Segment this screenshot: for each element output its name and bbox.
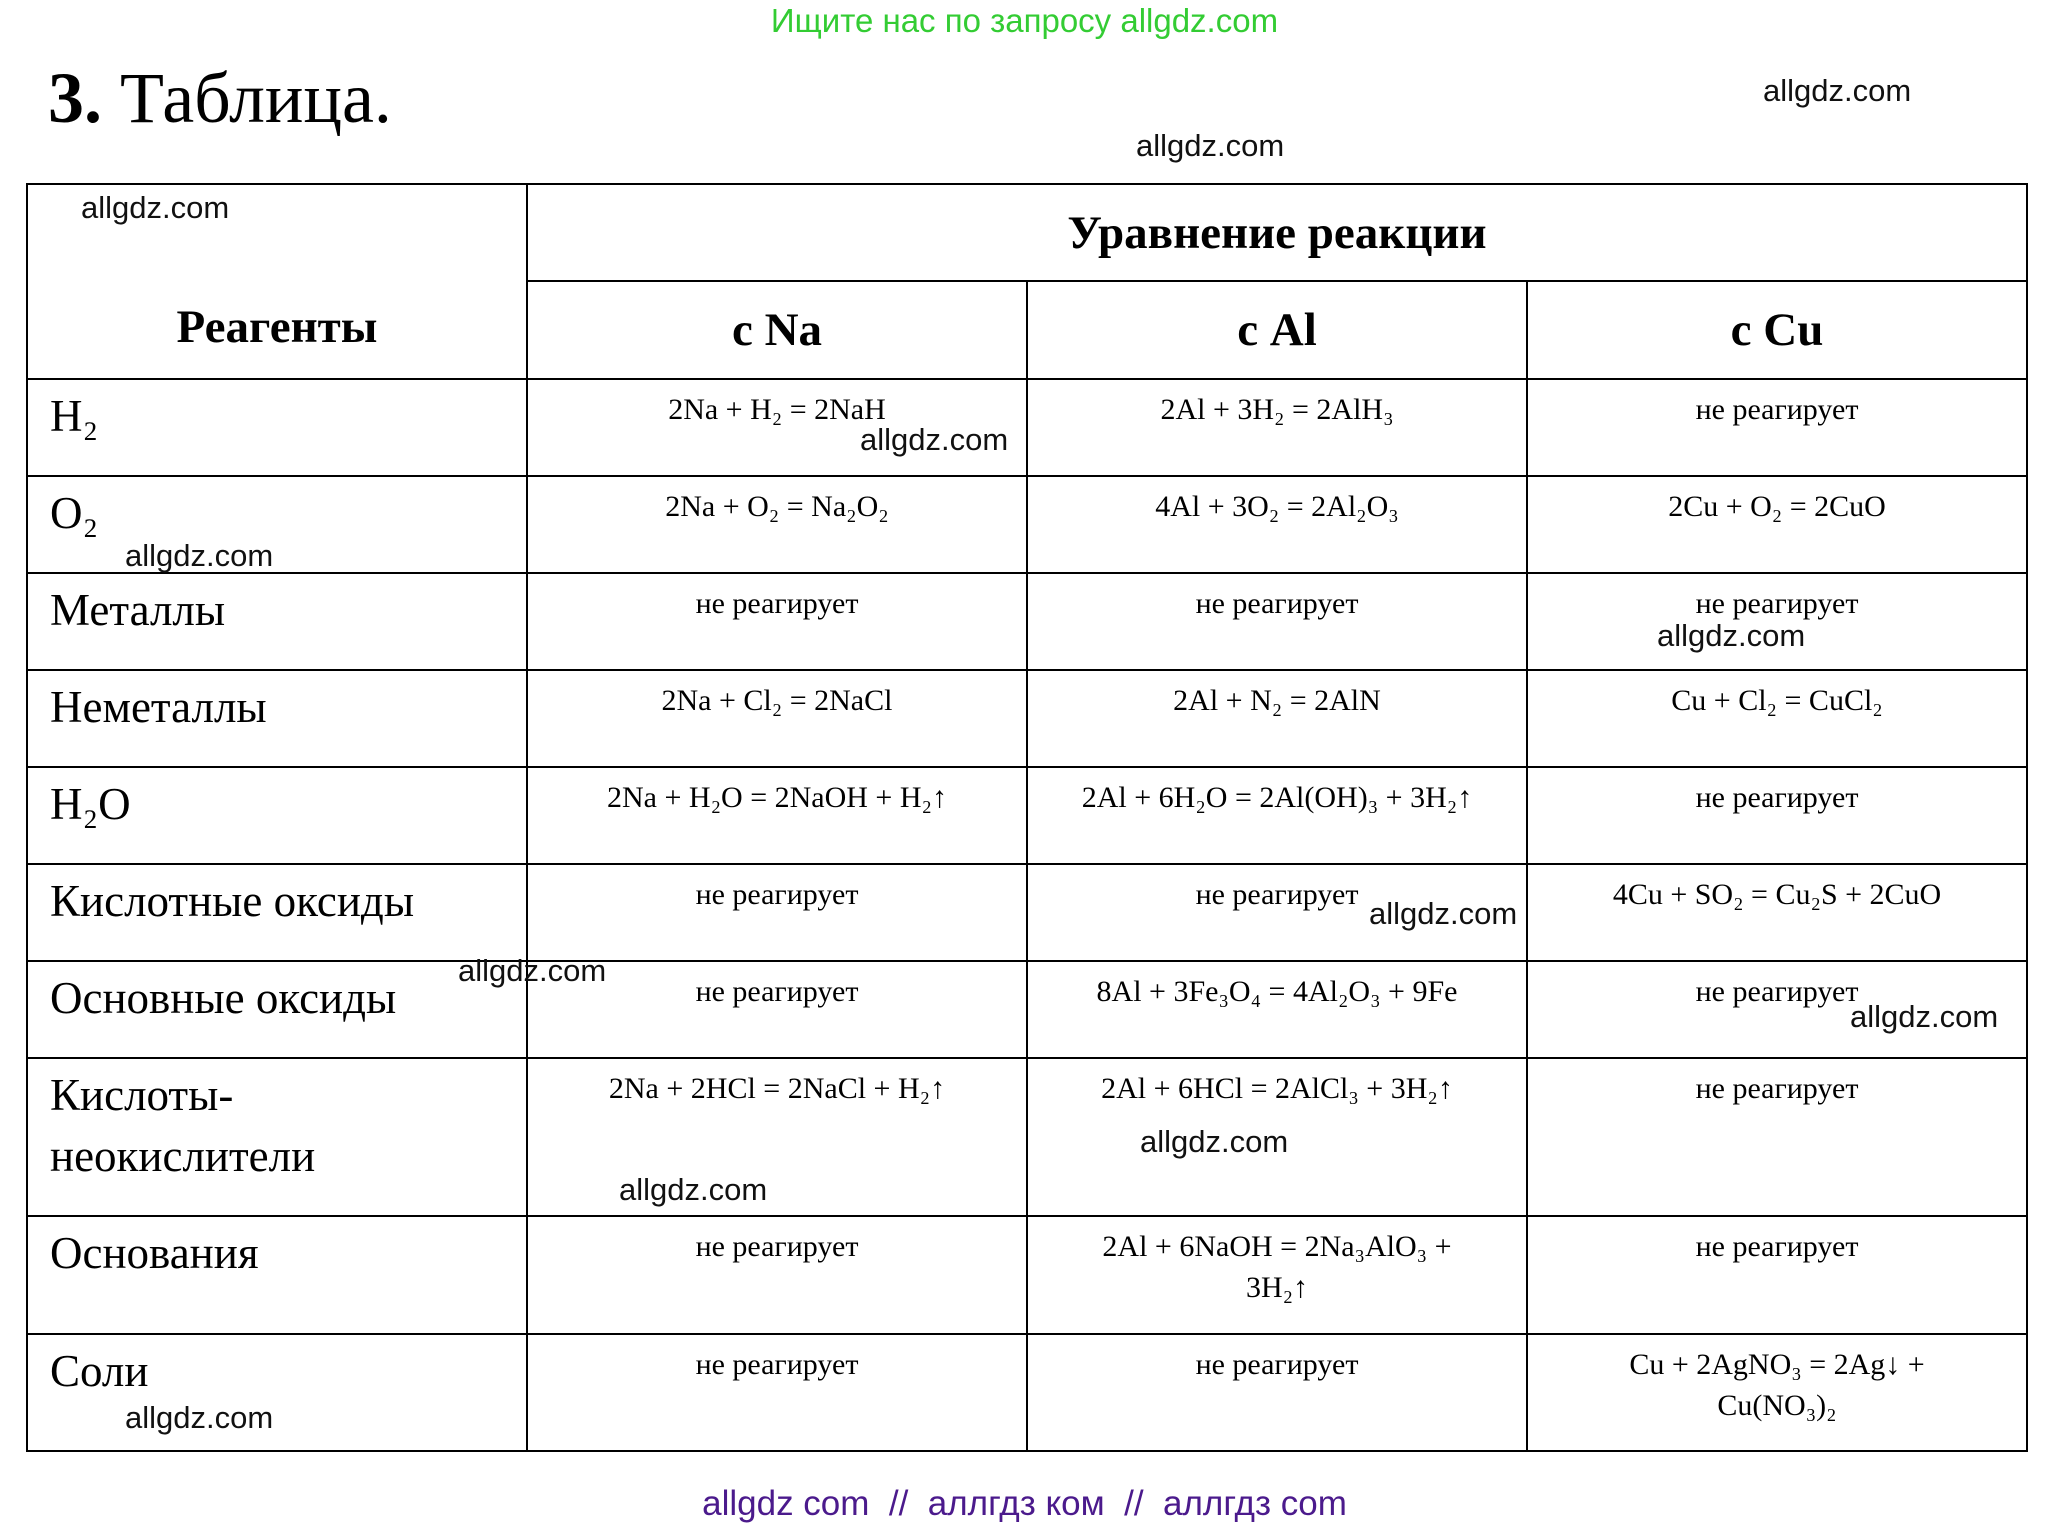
equation-cell-na: 2Na + Cl₂ = 2NaCl — [527, 670, 1027, 767]
watermark: allgdz.com — [1763, 73, 1912, 108]
footer-links: allgdz com // аллгдз ком // аллгдз com — [702, 1484, 1347, 1523]
equation-cell-na: не реагирует — [527, 961, 1027, 1058]
reagent-cell: Кислоты-неокислители — [27, 1058, 527, 1216]
table-row — [27, 379, 2027, 476]
reagent-cell: Кислотные оксиды — [27, 864, 527, 961]
table-row — [27, 864, 2027, 961]
equation-cell-cu: не реагирует — [1527, 1058, 2027, 1216]
reagent-cell: O₂ — [27, 476, 527, 573]
watermark: allgdz.com — [125, 1400, 274, 1435]
reagent-cell: H₂O — [27, 767, 527, 864]
watermark: allgdz.com — [1369, 896, 1518, 931]
column-header-na: с Na — [527, 281, 1027, 379]
equation-cell-cu: не реагирует — [1527, 767, 2027, 864]
watermark: allgdz.com — [1850, 999, 1999, 1034]
equation-cell-cu: не реагирует — [1527, 573, 2027, 670]
equation-cell-cu: Cu + 2AgNO₃ = 2Ag↓ + Cu(NO₃)₂ — [1527, 1334, 2027, 1451]
reagent-cell: Соли — [27, 1334, 527, 1451]
watermark: allgdz.com — [619, 1172, 768, 1207]
column-header-cu: с Cu — [1527, 281, 2027, 379]
equation-cell-na: 2Na + 2HCl = 2NaCl + H₂↑ — [527, 1058, 1027, 1216]
page-title — [48, 58, 392, 138]
equation-header: Уравнение реакции — [527, 184, 2027, 281]
watermark: allgdz.com — [1136, 128, 1285, 163]
equation-cell-al: не реагирует — [1027, 573, 1527, 670]
watermark: allgdz.com — [458, 953, 607, 988]
equation-cell-na: не реагирует — [527, 864, 1027, 961]
table-row — [27, 767, 2027, 864]
equation-cell-cu: не реагирует — [1527, 961, 2027, 1058]
equation-cell-al: 2Al + N₂ = 2AlN — [1027, 670, 1527, 767]
equation-cell-al: 2Al + 6H₂O = 2Al(OH)₃ + 3H₂↑ — [1027, 767, 1527, 864]
equation-cell-al: не реагирует — [1027, 1334, 1527, 1451]
table-row — [27, 476, 2027, 573]
equation-cell-al: 4Al + 3O₂ = 2Al₂O₃ — [1027, 476, 1527, 573]
equation-cell-al: 2Al + 6HCl = 2AlCl₃ + 3H₂↑ — [1027, 1058, 1527, 1216]
watermark: allgdz.com — [1140, 1124, 1289, 1159]
equation-cell-cu: 4Cu + SO₂ = Cu₂S + 2CuO — [1527, 864, 2027, 961]
watermark: allgdz.com — [125, 538, 274, 573]
task-number: 3. — [48, 58, 102, 138]
table-row — [27, 1216, 2027, 1334]
equation-cell-cu: Cu + Cl₂ = CuCl₂ — [1527, 670, 2027, 767]
table-row — [27, 1058, 2027, 1216]
reagent-cell: Металлы — [27, 573, 527, 670]
table-row — [27, 670, 2027, 767]
equation-cell-al: 2Al + 6NaOH = 2Na₃AlO₃ + 3H₂↑ — [1027, 1216, 1527, 1334]
equation-cell-na: не реагирует — [527, 1334, 1027, 1451]
table-row — [27, 1334, 2027, 1451]
equation-cell-na: не реагирует — [527, 573, 1027, 670]
table-row — [27, 961, 2027, 1058]
header-row-top — [27, 184, 2027, 281]
equation-cell-al: не реагирует — [1027, 864, 1527, 961]
reagent-cell: Основания — [27, 1216, 527, 1334]
equation-cell-na: 2Na + H₂ = 2NaH — [527, 379, 1027, 476]
equation-cell-al: 2Al + 3H₂ = 2AlH₃ — [1027, 379, 1527, 476]
reagents-header: Реагенты — [27, 184, 527, 379]
watermark: allgdz.com — [860, 422, 1009, 457]
task-title: Таблица. — [120, 58, 392, 138]
equation-cell-na: не реагирует — [527, 1216, 1027, 1334]
equation-cell-al: 8Al + 3Fe₃O₄ = 4Al₂O₃ + 9Fe — [1027, 961, 1527, 1058]
reactions-table — [26, 183, 2028, 1452]
reagent-cell: Неметаллы — [27, 670, 527, 767]
equation-cell-na: 2Na + O₂ = Na₂O₂ — [527, 476, 1027, 573]
equation-cell-cu: 2Cu + O₂ = 2CuO — [1527, 476, 2027, 573]
watermark: allgdz.com — [81, 190, 230, 225]
equation-cell-na: 2Na + H₂O = 2NaOH + H₂↑ — [527, 767, 1027, 864]
reagent-cell: H₂ — [27, 379, 527, 476]
watermark: allgdz.com — [1657, 618, 1806, 653]
column-header-al: с Al — [1027, 281, 1527, 379]
top-banner: Ищите нас по запросу allgdz.com — [770, 2, 1279, 39]
equation-cell-cu: не реагирует — [1527, 1216, 2027, 1334]
equation-cell-cu: не реагирует — [1527, 379, 2027, 476]
reagent-cell: Основные оксиды — [27, 961, 527, 1058]
